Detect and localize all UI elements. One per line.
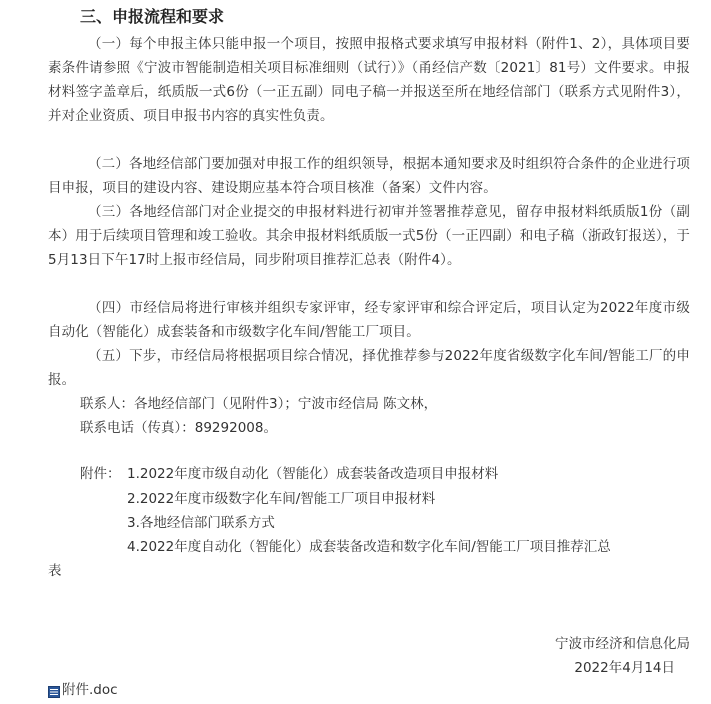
paragraph-3: （三）各地经信部门对企业提交的申报材料进行初审并签署推荐意见，留存申报材料纸质版1份（副本）用于后续项目管理和竣工验收。其余申报材料纸质版一式5份（一正四副）和电子稿（浙政钉报送），于5月13日下午17时上报市经信局，同步附项目推荐汇总表（附件4）。 — [48, 204, 690, 268]
paragraph-4: （四）市经信局将进行审核并组织专家评审，经专家评审和综合评定后，项目认定为2022年度市级自动化（智能化）成套装备和市级数字化车间/智能工厂项目。 — [48, 300, 690, 340]
attachment-item-3: 3.各地经信部门联系方式 — [127, 515, 275, 531]
attachment-file-name: 附件.doc — [62, 682, 118, 698]
attachment-file-link[interactable] — [48, 680, 118, 700]
attachment-item-4: 4.2022年度自动化（智能化）成套装备改造和数字化车间/智能工厂项目推荐汇总 — [127, 539, 611, 555]
attachments-label: 附件： — [80, 466, 121, 482]
word-doc-icon — [48, 684, 60, 696]
paragraph-2: （二）各地经信部门要加强对申报工作的组织领导，根据本通知要求及时组织符合条件的企业进行项目申报，项目的建设内容、建设期应基本符合项目核准（备案）文件内容。 — [48, 156, 690, 196]
attachment-item-1: 1.2022年度市级自动化（智能化）成套装备改造项目申报材料 — [127, 466, 499, 482]
signature-org: 宁波市经济和信息化局 — [555, 636, 690, 652]
contact-phone: 联系电话（传真）：89292008。 — [80, 420, 277, 436]
signature-date: 2022年4月14日 — [574, 660, 675, 676]
paragraph-5: （五）下步，市经信局将根据项目综合情况，择优推荐参与2022年度省级数字化车间/智能工厂的申报。 — [48, 348, 690, 388]
section-title: 三、申报流程和要求 — [80, 7, 225, 26]
contact-person: 联系人：各地经信部门（见附件3）；宁波市经信局 陈文林， — [80, 396, 438, 412]
attachment-item-2: 2.2022年度市级数字化车间/智能工厂项目申报材料 — [127, 491, 436, 507]
paragraph-1: （一）每个申报主体只能申报一个项目，按照申报格式要求填写申报材料（附件1、2），具体项目要素条件请参照《宁波市智能制造相关项目标准细则（试行）》（甬经信产数〔2021〕81号）文件要求。申报材料签字盖章后，纸质版一式6份（一正五副）同电子稿一并报送至所在地经信部门（联系方式见附件3），并对企业资质、项目申报书内容的真实性负责。 — [48, 36, 690, 124]
attachment-item-4-wrap: 表 — [48, 563, 62, 579]
